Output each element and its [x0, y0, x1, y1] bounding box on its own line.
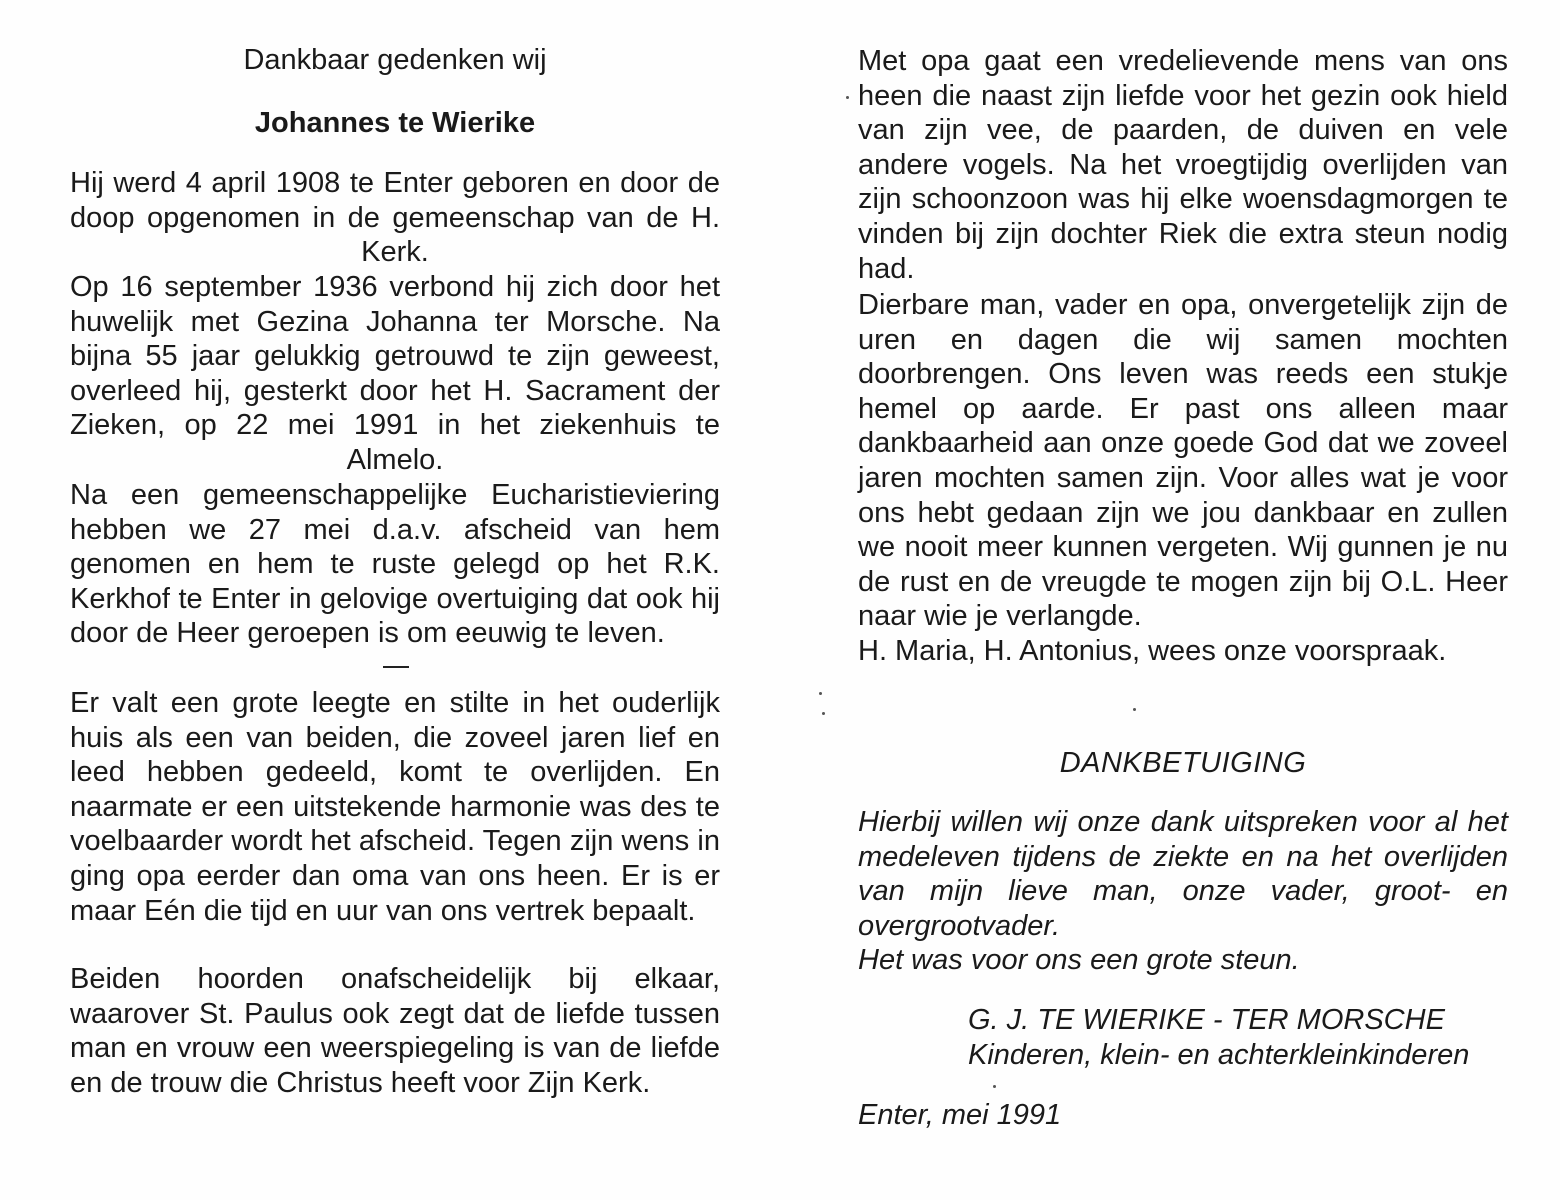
marriage-paragraph: Op 16 september 1936 verbond hij zich door het huwelijk met Gezina Johanna ter Morsche. Na bijna 55 jaar gelukkig getrouwd te zijn geweest, overleed hij, gesterkt door het H. Sacrament der Zieken, op 22 mei 1991 in het ziekenhuis te Almelo. [70, 271, 720, 476]
speck [993, 1085, 996, 1088]
acknowledgement-heading: DANKBETUIGING [1059, 747, 1307, 779]
place-date: Enter, mei 1991 [858, 1099, 1062, 1131]
funeral-paragraph: Na een gemeenschappelijke Eucharistieviering hebben we 27 mei d.a.v. afscheid van hem genomen en hem te ruste gelegd op het R.K. Kerkhof te Enter in gelovige overtuiging dat ook hij door de Heer geroepen is om eeuwig te leven. [70, 479, 720, 650]
speck [846, 96, 849, 99]
signature-family: Kinderen, klein- en achterkleinkinderen [968, 1038, 1470, 1071]
speck [819, 692, 822, 695]
section-divider [383, 666, 409, 668]
farewell-paragraph: Dierbare man, vader en opa, onvergetelijk zijn de uren en dagen die wij samen mochten doorbrengen. Ons leven was reeds een stukje hemel op aarde. Er past ons alleen maar dankbaarheid aan onze goede God dat we zoveel jaren mochten samen zijn. Voor alles wat je voor ons hebt gedaan zijn we jou dankbaar en zullen we nooit meer kunnen vergeten. Wij gunnen je nu de rust en de vreugde te mogen zijn bij O.L. Heer naar wie je verlangde. [858, 289, 1508, 633]
deceased-name: Johannes te Wierike [254, 107, 536, 139]
acknowledgement-support: Het was voor ons een grote steun. [858, 944, 1300, 977]
character-paragraph: Met opa gaat een vredelievende mens van ons heen die naast zijn liefde voor het gezin ook hield van zijn vee, de paarden, de duiven en vele andere vogels. Na het vroegtijdig overlijden van zijn schoonzoon was hij elke woensdagmorgen te vinden bij zijn dochter Riek die extra steun nodig had. [858, 45, 1508, 285]
scripture-paragraph: Beiden hoorden onafscheidelijk bij elkaar, waarover St. Paulus ook zegt dat de liefde tussen man en vrouw een weerspiegeling is van de liefde en de trouw die Christus heeft voor Zijn Kerk. [70, 963, 720, 1099]
signature-name: G. J. TE WIERIKE - TER MORSCHE [968, 1004, 1445, 1036]
speck [1133, 708, 1136, 711]
acknowledgement-main: Hierbij willen wij onze dank uitspreken voor al het medeleven tijdens de ziekte en na het overlijden van mijn lieve man, onze vader, groot- en overgrootvader. [858, 806, 1508, 942]
speck [822, 712, 825, 715]
remembrance-paragraph: Er valt een grote leegte en stilte in het ouderlijk huis als een van beiden, die zoveel jaren lief en leed hebben gedeeld, komt te overlijden. En naarmate er een uitstekende harmonie was des te voelbaarder wordt het afscheid. Tegen zijn wens in ging opa eerder dan oma van ons heen. Er is er maar Eén die tijd en uur van ons vertrek bepaalt. [70, 687, 720, 927]
birth-paragraph: Hij werd 4 april 1908 te Enter geboren en door de doop opgenomen in de gemeenschap van de H. Kerk. [70, 167, 720, 269]
intro-text: Dankbaar gedenken wij [243, 44, 547, 76]
prayer-line: H. Maria, H. Antonius, wees onze voorspraak. [858, 635, 1447, 667]
acknowledgement-text [858, 805, 1508, 978]
signature-block [968, 1003, 1508, 1072]
